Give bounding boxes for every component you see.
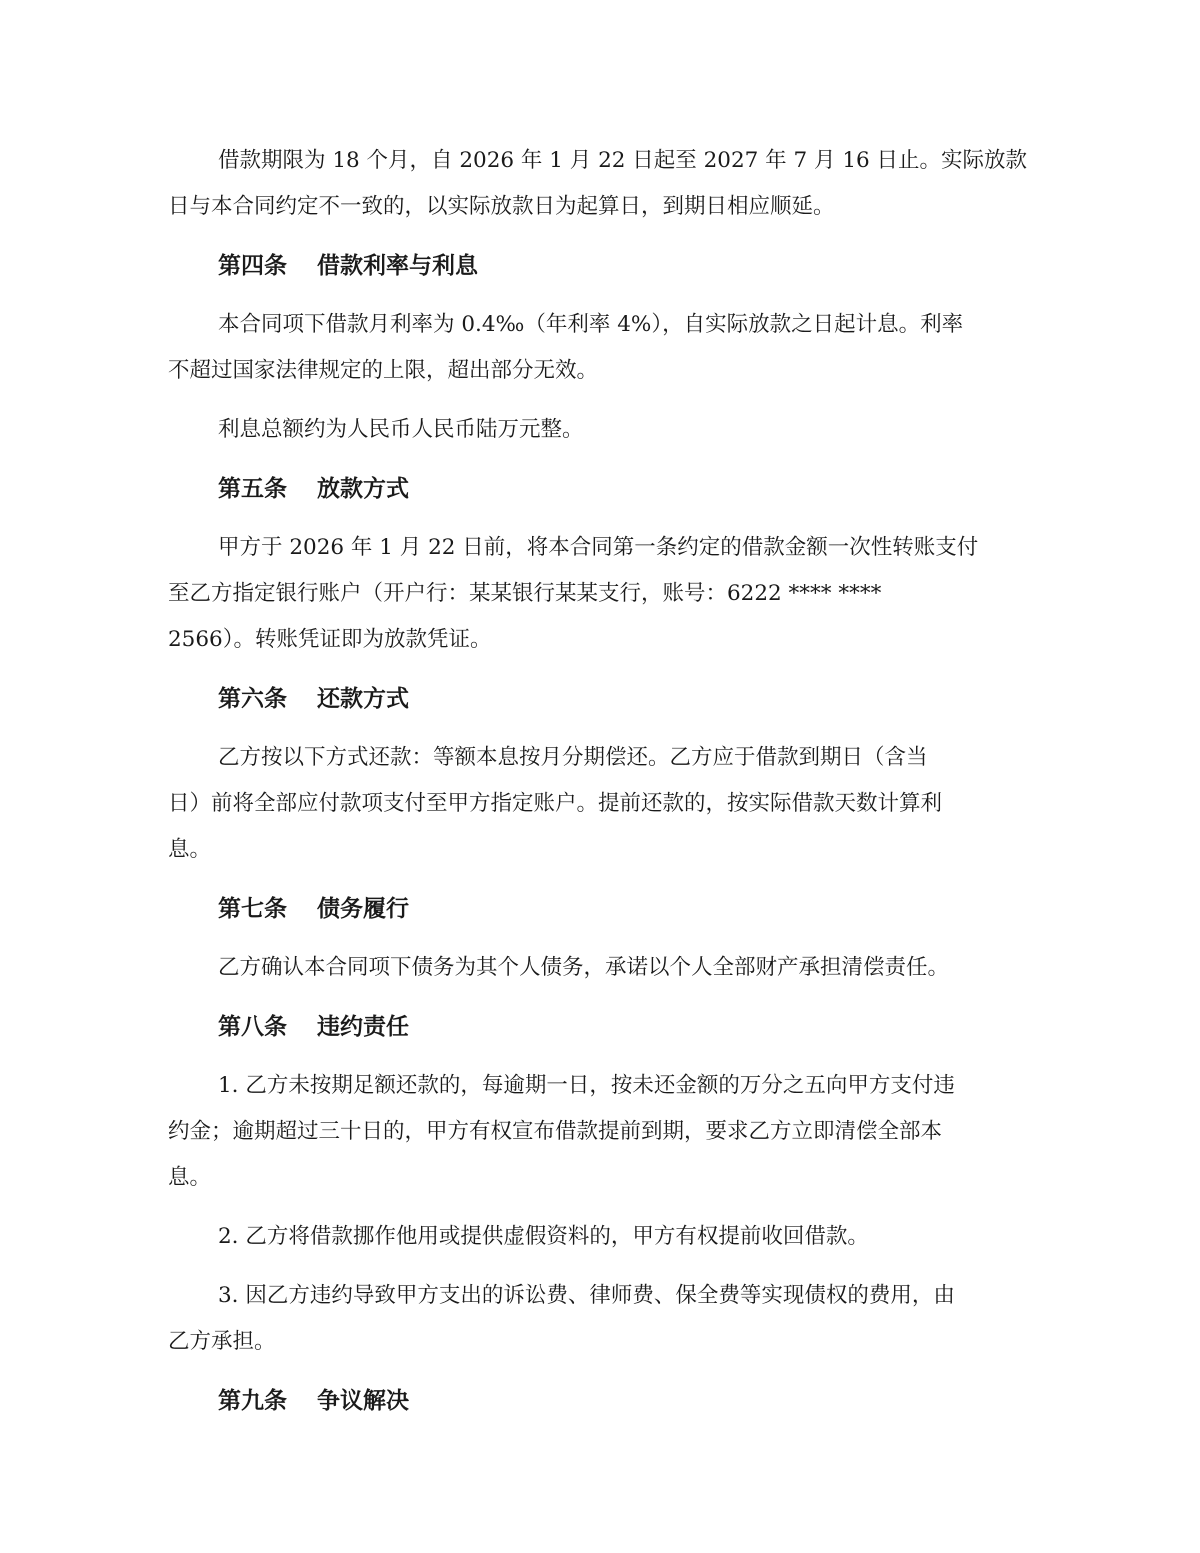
paragraph-debt-performance bbox=[168, 945, 1032, 991]
text-line: 1. 乙方未按期足额还款的，每逾期一日，按未还金额的万分之五向甲方支付违 bbox=[218, 1073, 955, 1098]
article-heading-6 bbox=[168, 676, 1032, 722]
text-line: 日）前将全部应付款项支付至甲方指定账户。提前还款的，按实际借款天数计算利 bbox=[168, 791, 943, 816]
text-line: 约金；逾期超过三十日的，甲方有权宣布借款提前到期，要求乙方立即清偿全部本 bbox=[168, 1119, 943, 1144]
text-line: 息。 bbox=[168, 837, 212, 862]
text-line: 2. 乙方将借款挪作他用或提供虚假资料的，甲方有权提前收回借款。 bbox=[218, 1224, 869, 1249]
paragraph-breach-3 bbox=[168, 1273, 1032, 1365]
text-line: 息。 bbox=[168, 1165, 212, 1190]
article-title: 债务履行 bbox=[317, 895, 409, 922]
document-body bbox=[168, 138, 1032, 1424]
text-line: 至乙方指定银行账户（开户行：某某银行某某支行，账号：6222 **** **** bbox=[168, 581, 882, 606]
text-line: 借款期限为 18 个月，自 2026 年 1 月 22 日起至 2027 年 7 月 16 日止。实际放款 bbox=[218, 148, 1028, 173]
article-number: 第五条 bbox=[218, 475, 287, 502]
paragraph-interest-total bbox=[168, 407, 1032, 453]
text-line: 2566）。转账凭证即为放款凭证。 bbox=[168, 627, 492, 652]
article-title: 借款利率与利息 bbox=[317, 252, 478, 279]
paragraph-disbursement bbox=[168, 525, 1032, 663]
article-heading-9 bbox=[168, 1378, 1032, 1424]
article-title: 还款方式 bbox=[317, 685, 409, 712]
article-number: 第九条 bbox=[218, 1387, 287, 1414]
text-line: 不超过国家法律规定的上限，超出部分无效。 bbox=[168, 358, 599, 383]
article-number: 第八条 bbox=[218, 1013, 287, 1040]
article-heading-8 bbox=[168, 1004, 1032, 1050]
text-line: 本合同项下借款月利率为 0.4‰（年利率 4%），自实际放款之日起计息。利率 bbox=[218, 312, 964, 337]
text-line: 日与本合同约定不一致的，以实际放款日为起算日，到期日相应顺延。 bbox=[168, 194, 835, 219]
paragraph-repayment bbox=[168, 735, 1032, 873]
text-line: 甲方于 2026 年 1 月 22 日前，将本合同第一条约定的借款金额一次性转账支付 bbox=[218, 535, 979, 560]
paragraph-breach-1 bbox=[168, 1063, 1032, 1201]
article-title: 放款方式 bbox=[317, 475, 409, 502]
paragraph-loan-term bbox=[168, 138, 1032, 230]
text-line: 利息总额约为人民币人民币陆万元整。 bbox=[218, 417, 584, 442]
article-number: 第四条 bbox=[218, 252, 287, 279]
article-number: 第七条 bbox=[218, 895, 287, 922]
article-heading-7 bbox=[168, 886, 1032, 932]
text-line: 3. 因乙方违约导致甲方支出的诉讼费、律师费、保全费等实现债权的费用，由 bbox=[218, 1283, 955, 1308]
article-title: 争议解决 bbox=[317, 1387, 409, 1414]
paragraph-interest-rate bbox=[168, 302, 1032, 394]
article-heading-5 bbox=[168, 466, 1032, 512]
article-heading-4 bbox=[168, 243, 1032, 289]
article-title: 违约责任 bbox=[317, 1013, 409, 1040]
text-line: 乙方承担。 bbox=[168, 1329, 276, 1354]
text-line: 乙方按以下方式还款：等额本息按月分期偿还。乙方应于借款到期日（含当 bbox=[218, 745, 928, 770]
article-number: 第六条 bbox=[218, 685, 287, 712]
text-line: 乙方确认本合同项下债务为其个人债务，承诺以个人全部财产承担清偿责任。 bbox=[218, 955, 950, 980]
paragraph-breach-2 bbox=[168, 1214, 1032, 1260]
